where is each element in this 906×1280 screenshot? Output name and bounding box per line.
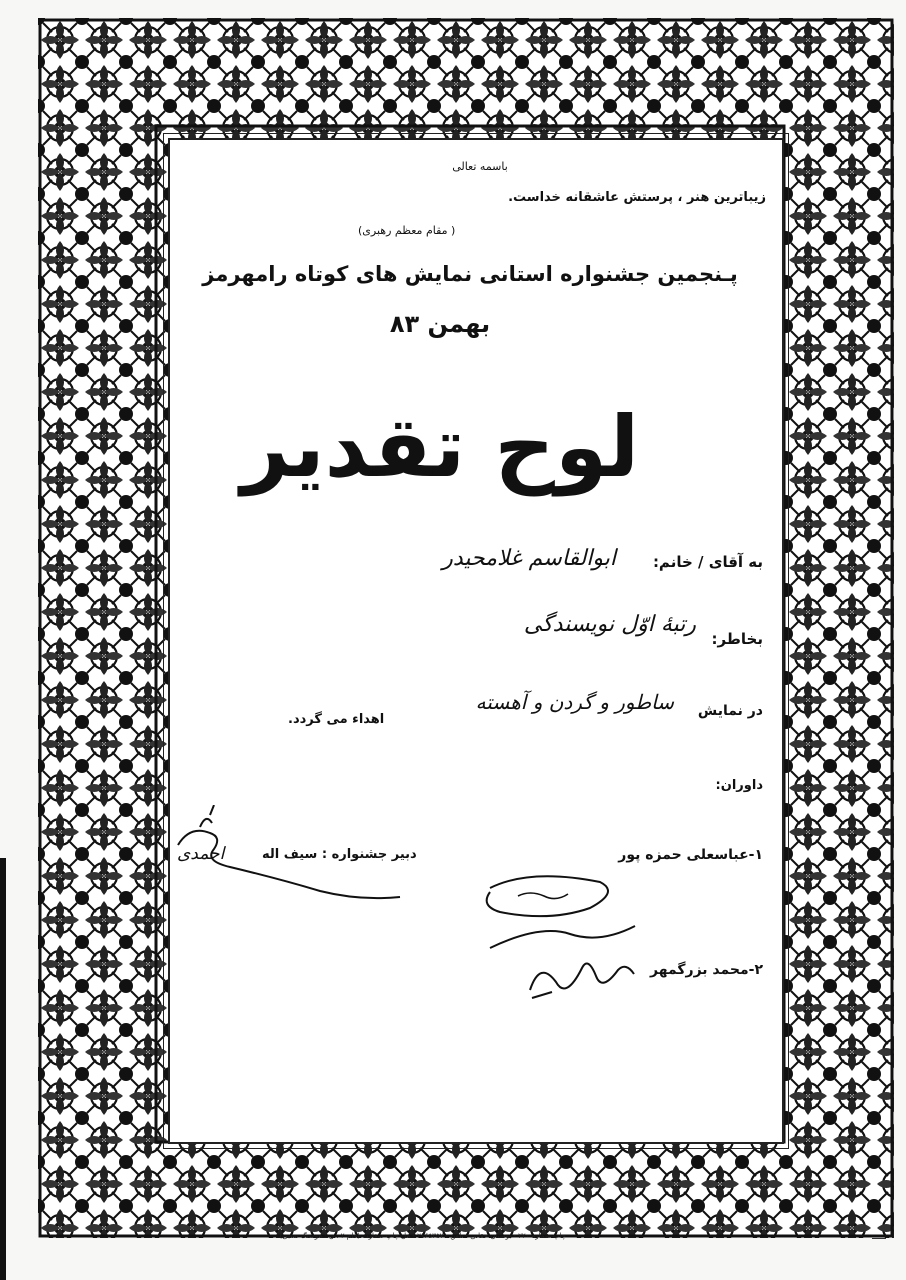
certificate-title: لوح تقدیر (240, 398, 640, 496)
invocation: باسمه تعالی (452, 160, 508, 173)
secretary-name: احمدی (177, 844, 225, 864)
festival-title: پـنجمین جشنواره استانی نمایش های کوتاه رامهرمز (202, 262, 738, 286)
closing-text: اهداء می گردد. (288, 712, 385, 727)
recipient-label: به آقای / خانم: (652, 553, 763, 571)
judge-1: ۱-عباسعلی حمزه پور (618, 847, 763, 863)
quote-source: ( مقام معظم رهبری) (358, 224, 456, 237)
scan-edge (0, 858, 6, 1280)
recipient-name: ابوالقاسم غلامحیدر (442, 546, 616, 571)
play-label: در نمایش (697, 703, 763, 719)
play-name: ساطور و گردن و آهسته (475, 690, 674, 714)
scan-mark (872, 1238, 886, 1239)
reason-label: بخاطر: (711, 630, 763, 648)
reason-value: رتبهٔ اوّل نویسندگی (523, 612, 696, 637)
festival-date: بهمن ۸۳ (389, 310, 491, 338)
printer-footer: چاپ شماره ۲۲۰ - بوستان حقانی - تلفن : ۲۱۶۵۳۵۷ - مل چاپ سفارت (قلم ۲ . ن : موشنگ نسبی) (279, 1232, 566, 1240)
judge-2: ۲-محمد بزرگمهر (650, 962, 763, 978)
certificate-panel (168, 138, 784, 1144)
secretary-signature (170, 805, 410, 905)
judge-2-signature (522, 940, 642, 1010)
quote: زیباترین هنر ، پرستش عاشقانه خداست. (508, 190, 766, 205)
judges-label: داوران: (715, 778, 763, 793)
secretary-label: دبیر جشنواره : سیف اله (262, 847, 417, 862)
